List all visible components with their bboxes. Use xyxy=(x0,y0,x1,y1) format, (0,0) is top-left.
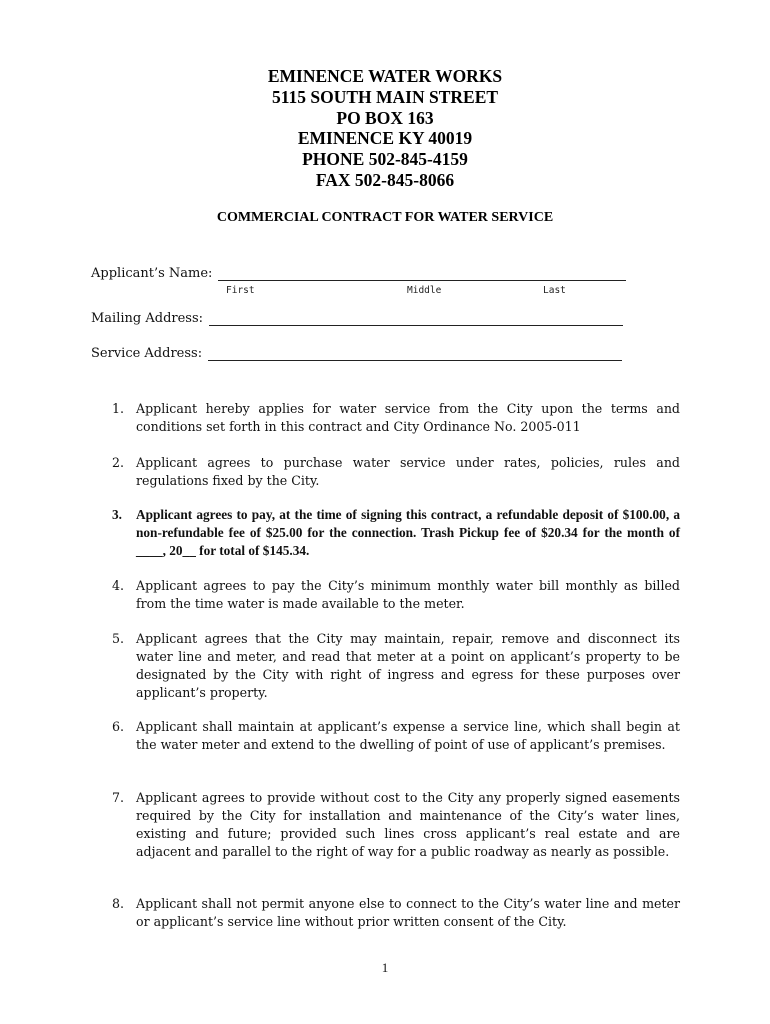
clause-5 xyxy=(112,630,680,702)
clause-text: Applicant agrees that the City may maintain, repair, remove and disconnect its water line and meter, and read that meter at a point on applicant’s property to be designated by the City with right of ingress and egress for these purposes over applicant’s property. xyxy=(136,631,680,700)
service-address-field[interactable] xyxy=(208,347,622,361)
clause-text: Applicant agrees to purchase water service under rates, policies, rules and regulations fixed by the City. xyxy=(136,455,680,488)
first-name-sublabel: First xyxy=(226,285,255,296)
service-address-row xyxy=(91,346,622,361)
clause-4 xyxy=(112,577,680,613)
applicant-name-row xyxy=(91,266,626,281)
middle-name-sublabel: Middle xyxy=(407,285,442,296)
company-name: EMINENCE WATER WORKS xyxy=(267,66,503,86)
street-address: 5115 SOUTH MAIN STREET xyxy=(271,86,499,107)
letterhead xyxy=(0,66,770,191)
applicant-name-field[interactable] xyxy=(218,267,626,281)
mailing-address-label: Mailing Address: xyxy=(91,311,204,326)
mailing-address-row xyxy=(91,311,623,326)
clause-1 xyxy=(112,400,680,436)
clause-2 xyxy=(112,454,680,490)
clause-6 xyxy=(112,718,680,754)
clause-text: Applicant agrees to pay the City’s minimum monthly water bill monthly as billed from the time water is made available to the meter. xyxy=(136,578,680,611)
clause-number: 1. xyxy=(112,401,125,416)
service-address-label: Service Address: xyxy=(91,346,203,361)
clause-number: 7. xyxy=(112,790,125,805)
clause-number: 3. xyxy=(112,507,122,522)
clause-text: Applicant agrees to provide without cost to the City any properly signed easements required by the City for installation and maintenance of the City’s water lines, existing and future; provided such lines cross applicant’s real estate and are adjacent and parallel to the right of way for a public roadway as nearly as possible. xyxy=(136,790,680,859)
clause-number: 8. xyxy=(112,896,125,911)
mailing-address-field[interactable] xyxy=(209,312,623,326)
clause-number: 2. xyxy=(112,455,125,470)
phone-number: PHONE 502-845-4159 xyxy=(302,149,468,170)
fax-number: FAX 502-845-8066 xyxy=(315,169,455,190)
clause-number: 4. xyxy=(112,578,125,593)
applicant-name-label: Applicant’s Name: xyxy=(91,266,213,281)
clause-number: 5. xyxy=(112,631,125,646)
clause-text: Applicant shall not permit anyone else to connect to the City’s water line and meter or applicant’s service line without prior written consent of the City. xyxy=(136,896,680,929)
page-number: 1 xyxy=(381,960,389,975)
clause-number: 6. xyxy=(112,719,125,734)
clause-7 xyxy=(112,789,680,861)
contract-title: COMMERCIAL CONTRACT FOR WATER SERVICE xyxy=(216,210,554,225)
last-name-sublabel: Last xyxy=(543,285,566,296)
clause-8 xyxy=(112,895,680,931)
po-box: PO BOX 163 xyxy=(336,107,434,128)
city-state-zip: EMINENCE KY 40019 xyxy=(297,128,473,149)
clause-3 xyxy=(112,506,680,560)
clause-text: Applicant agrees to pay, at the time of signing this contract, a refundable deposit of $100.00, a non-refundable fee of $25.00 for the connection. Trash Pickup fee of $20.34 for the month of ____, 20__ for total of $145.34. xyxy=(136,507,680,558)
clause-text: Applicant hereby applies for water service from the City upon the terms and conditions set forth in this contract and City Ordinance No. 2005-011 xyxy=(136,401,680,434)
clause-text: Applicant shall maintain at applicant’s expense a service line, which shall begin at the water meter and extend to the dwelling of point of use of applicant’s premises. xyxy=(136,719,680,752)
